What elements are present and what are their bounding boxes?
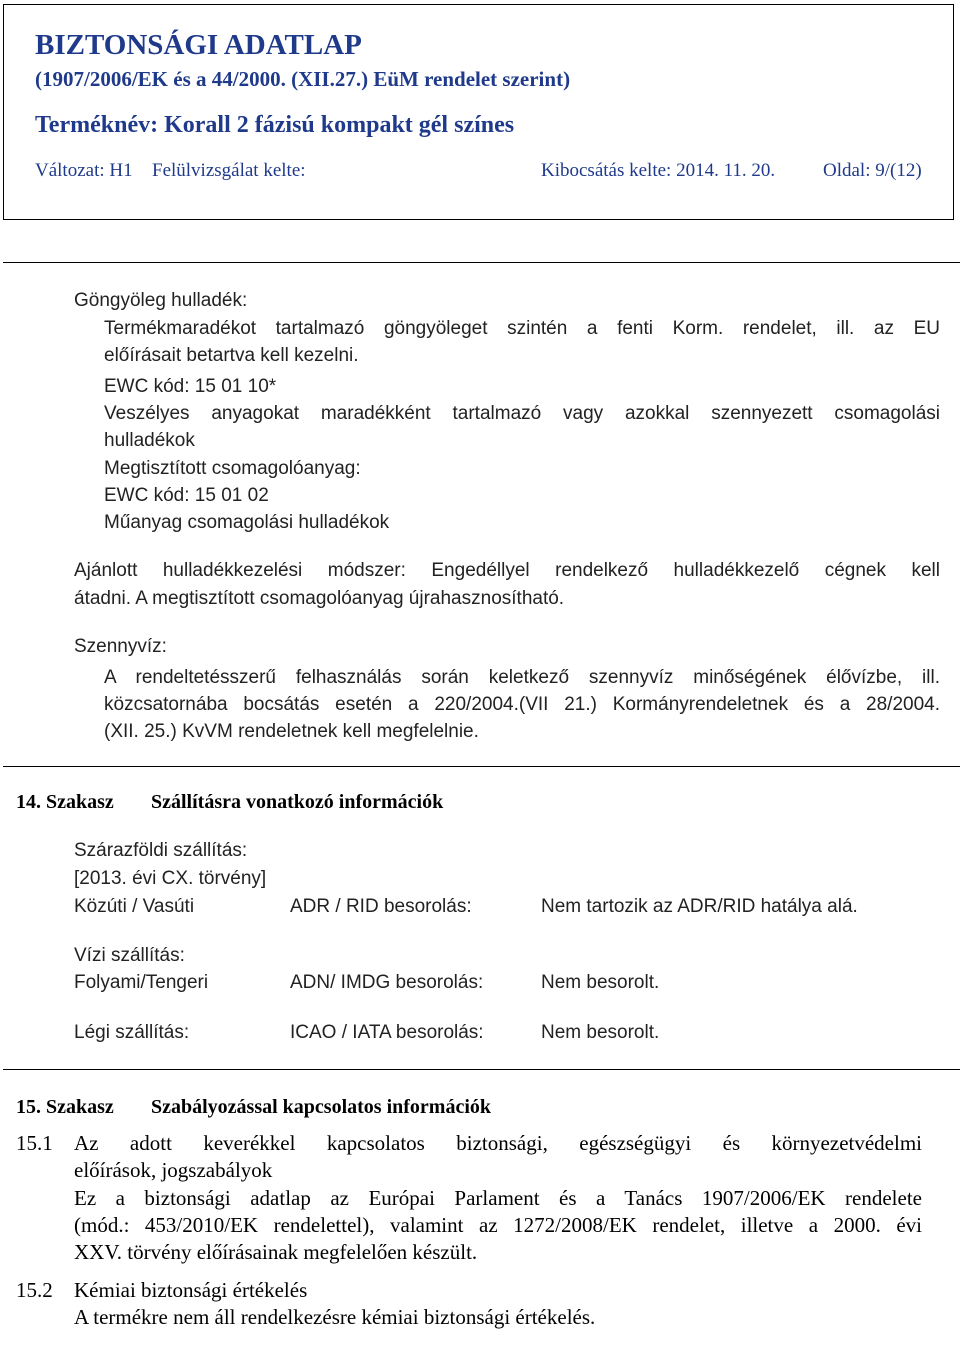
land-transport-heading: Szárazföldi szállítás: [74, 840, 248, 861]
wastewater-line-1: A rendeltetésszerű felhasználás során keletkező szennyvíz minőségének élővízbe, ill. [104, 667, 940, 688]
disposal-method-line-1: Ajánlott hulladékkezelési módszer: Engedéllyel rendelkező hulladékkezelő cégnek kell [74, 560, 940, 581]
packaging-waste-heading: Göngyöleg hulladék: [74, 290, 248, 311]
document-header [3, 4, 954, 220]
ewc-code-2-description: Műanyag csomagolási hulladékok [104, 512, 390, 533]
subsection-15-1-line-3: Ez a biztonsági adatlap az Európai Parlament és a Tanács 1907/2006/EK rendelete [74, 1186, 922, 1210]
section-15-heading [16, 1096, 716, 1122]
subsection-15-1-line-4: (mód.: 453/2010/EK rendelettel), valamint az 1272/2008/EK rendelet, illetve a 2000. évi [74, 1213, 922, 1237]
inland-sea-label: Folyami/Tengeri [74, 972, 209, 993]
packaging-waste-line-1: Termékmaradékot tartalmazó göngyöleget szintén a fenti Korm. rendelet, ill. az EU [104, 318, 940, 339]
subsection-15-1-line-1: Az adott keverékkel kapcsolatos biztonsági, egészségügyi és környezetvédelmi [74, 1131, 922, 1155]
subsection-15-1-line-5: XXV. törvény előírásainak megfelelően készült. [74, 1240, 478, 1264]
subsection-15-2-line-1: Kémiai biztonsági értékelés [74, 1278, 308, 1302]
wastewater-line-3: (XII. 25.) KvVM rendeletnek kell megfelelnie. [104, 721, 479, 742]
issue-date: Kibocsátás kelte: 2014. 11. 20. [541, 160, 776, 181]
section-15-number: 15. Szakasz [16, 1096, 114, 1118]
section-15-title: Szabályozással kapcsolatos információk [151, 1096, 492, 1118]
regulation-reference: (1907/2006/EK és a 44/2000. (XII.27.) EüM rendelet szerint) [35, 67, 571, 91]
adr-rid-class-value: Nem tartozik az ADR/RID hatálya alá. [541, 896, 858, 917]
page-number: Oldal: 9/(12) [823, 160, 922, 181]
ewc-code-1: EWC kód: 15 01 10* [104, 376, 277, 397]
subsection-15-2-number: 15.2 [16, 1278, 53, 1302]
ewc-code-1-description-line-1: Veszélyes anyagokat maradékként tartalmazó vagy azokkal szennyezett csomagolási [104, 403, 940, 424]
product-name: Terméknév: Korall 2 fázisú kompakt gél színes [35, 112, 515, 138]
icao-iata-class-label: ICAO / IATA besorolás: [290, 1022, 484, 1043]
wastewater-heading: Szennyvíz: [74, 636, 167, 657]
disposal-method-line-2: átadni. A megtisztított csomagolóanyag újrahasznosítható. [74, 588, 565, 609]
cleaned-packaging-heading: Megtisztított csomagolóanyag: [104, 458, 361, 479]
section-divider [3, 1069, 960, 1070]
subsection-15-1-number: 15.1 [16, 1131, 53, 1155]
subsection-15-1-line-2: előírások, jogszabályok [74, 1158, 273, 1182]
land-transport-law: [2013. évi CX. törvény] [74, 868, 267, 889]
adn-imdg-class-value: Nem besorolt. [541, 972, 660, 993]
subsection-15-2-line-2: A termékre nem áll rendelkezésre kémiai biztonsági értékelés. [74, 1305, 596, 1329]
section-14-heading [16, 791, 716, 817]
adr-rid-class-label: ADR / RID besorolás: [290, 896, 472, 917]
revision-date-label: Felülvizsgálat kelte: [152, 160, 306, 181]
section-14-number: 14. Szakasz [16, 791, 114, 813]
air-transport-label: Légi szállítás: [74, 1022, 190, 1043]
icao-iata-class-value: Nem besorolt. [541, 1022, 660, 1043]
road-rail-label: Közúti / Vasúti [74, 896, 195, 917]
adn-imdg-class-label: ADN/ IMDG besorolás: [290, 972, 484, 993]
version-label: Változat: H1 [35, 160, 133, 181]
wastewater-line-2: közcsatornába bocsátás esetén a 220/2004.(VII 21.) Kormányrendeletnek és a 28/2004. [104, 694, 940, 715]
ewc-code-1-description-line-2: hulladékok [104, 430, 195, 451]
packaging-waste-line-2: előírásait betartva kell kezelni. [104, 345, 359, 366]
document-title: BIZTONSÁGI ADATLAP [35, 29, 362, 61]
ewc-code-2: EWC kód: 15 01 02 [104, 485, 269, 506]
section-14-title: Szállításra vonatkozó információk [151, 791, 444, 813]
water-transport-heading: Vízi szállítás: [74, 945, 185, 966]
